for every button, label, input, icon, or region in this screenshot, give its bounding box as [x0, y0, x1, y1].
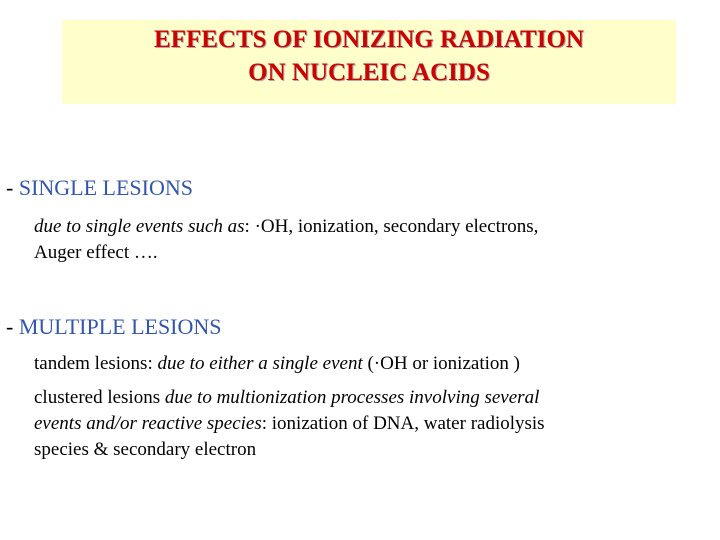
single-line-1-italic: due to single events such as: [34, 216, 245, 237]
clustered-italic: due to multionization processes involving several: [164, 387, 540, 408]
multiple-lesions-body: [34, 351, 714, 463]
single-dash: -: [6, 175, 19, 200]
single-lesions-body: [34, 214, 714, 266]
slide-title: [62, 23, 676, 89]
clustered-line-2-italic: events and/or reactive species: [34, 413, 262, 434]
multiple-lesions-label: MULTIPLE LESIONS: [18, 314, 222, 339]
title-box: [62, 20, 676, 104]
tandem-italic: due to either a single event: [157, 353, 368, 374]
clustered-line-2: [34, 411, 714, 437]
clustered-line-2-rest: : ionization of DNA, water radiolysis: [261, 413, 545, 434]
single-line-2: Auger effect ….: [34, 242, 158, 263]
single-line-1-rest: : ·OH, ionization, secondary electrons,: [244, 216, 539, 237]
single-lesions-label: SINGLE LESIONS: [18, 175, 193, 200]
tandem-rest: (·OH or ionization ): [367, 353, 520, 374]
multiple-dash: -: [6, 314, 19, 339]
single-line-1: [34, 214, 714, 240]
tandem-line: [34, 351, 714, 377]
title-line-2: ON NUCLEIC ACIDS: [248, 59, 490, 86]
single-lesions-heading: [6, 174, 193, 202]
tandem-label: tandem lesions:: [34, 353, 158, 374]
multiple-lesions-heading: [6, 313, 222, 341]
title-line-1: EFFECTS OF IONIZING RADIATION: [154, 26, 584, 53]
clustered-label: clustered lesions: [34, 387, 165, 408]
clustered-line-3: species & secondary electron: [34, 439, 257, 460]
clustered-line-1: [34, 385, 714, 411]
